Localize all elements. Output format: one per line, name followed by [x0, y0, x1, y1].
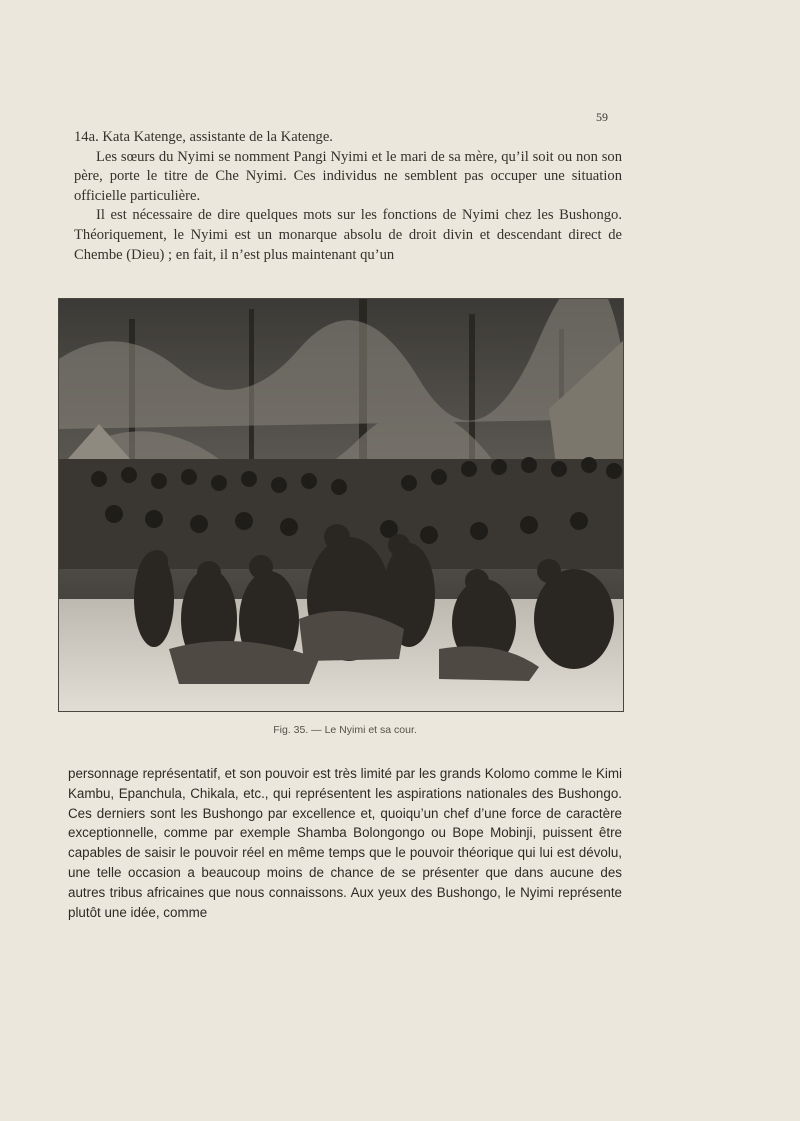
- figure-photograph: [58, 298, 624, 712]
- page-number: 59: [596, 110, 608, 124]
- top-text-block: [74, 128, 622, 265]
- paragraph-continuation: personnage représentatif, et son pouvoir est très limité par les grands Kolomo comme le Kimi Kambu, Epanchula, Chikala, etc., qui représentent les aspirations nationales des Bushongo. Ces derniers sont les Bushongo par excellence et, quoiqu’un chef d’une force de caractère exceptionnelle, comme par exemple Shamba Bolongongo ou Bope Mobinji, puissent être capables de saisir le pouvoir réel en même temps que le pouvoir théorique qui lui est dévolu, une telle occasion a beaucoup moins de chance de se présenter que dans aucune des autres tribus africaines que nous connaissons. Aux yeux des Bushongo, le Nyimi représente plutôt une idée, comme: [68, 766, 622, 920]
- entry-text: Kata Katenge, assistante de la Katenge.: [98, 129, 333, 145]
- paragraph-functions: Il est nécessaire de dire quelques mots sur les fonctions de Nyimi chez les Bushongo. Théoriquement, le Nyimi est un monarque absolu de droit divin et descendant direct de Chembe (Dieu) ; en fait, il n’est plus maintenant qu’un: [74, 207, 622, 263]
- figure-caption: Fig. 35. — Le Nyimi et sa cour.: [273, 724, 417, 736]
- bottom-text-block: [68, 764, 622, 922]
- paragraph-sisters: Les sœurs du Nyimi se nomment Pangi Nyimi et le mari de sa mère, qu’il soit ou non son père, porte le titre de Che Nyimi. Ces individus ne semblent pas occuper une situation officielle particulière.: [74, 148, 622, 204]
- entry-line: [74, 128, 622, 148]
- entry-number: 14a.: [74, 129, 99, 145]
